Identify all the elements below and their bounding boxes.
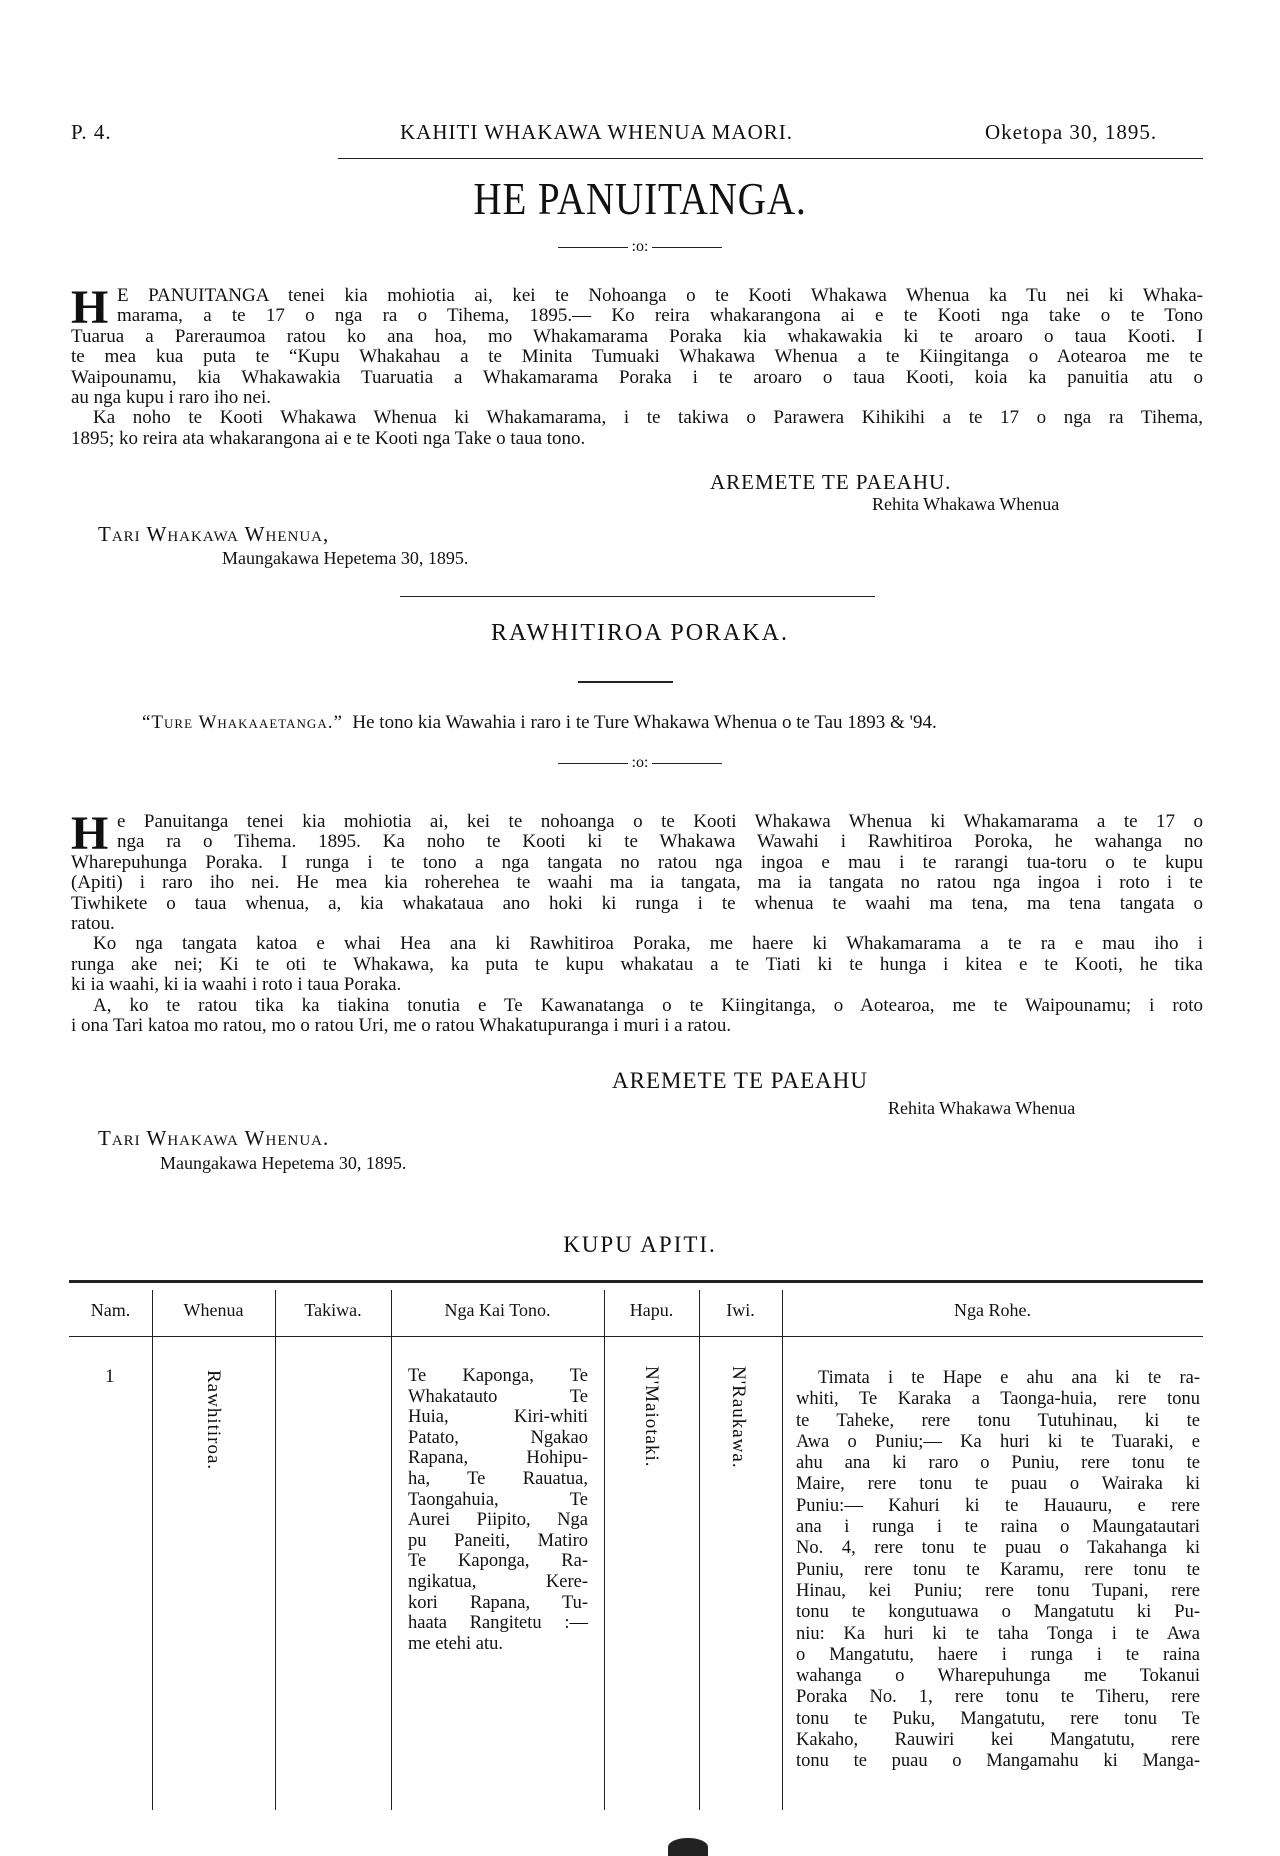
row-number: 1 xyxy=(105,1366,115,1387)
text-line: ana i runga i te raina o Maungatautari xyxy=(796,1517,1200,1538)
text-line: tonu te kongutuawa o Mangatutu ki Pu- xyxy=(796,1602,1200,1623)
text-line: Ko nga tangata katoa e whai Hea ana ki Rawhitiroa Poraka, me haere ki Whakamarama a te ra e mau iho i xyxy=(93,933,1203,955)
text-line: ratou. xyxy=(71,913,115,935)
land-name: Rawhitiroa. xyxy=(203,1370,224,1471)
text-line: runga ake nei; Ki te oti te Whakawa, ka puta te kupu whakatau a te Tiati ki te hunga i kitea e te Kooti, he tika xyxy=(71,953,1203,975)
text-line: Tuarua a Pareraumoa ratou ko ana hoa, mo Whakamarama Poraka kia whakawakia ki te aroaro o taua Kooti. I xyxy=(71,325,1203,347)
text-line: wahanga o Wharepuhunga me Tokanui xyxy=(796,1666,1200,1687)
text-line: Kakaho, Rauwiri kei Mangatutu, rere xyxy=(796,1730,1200,1751)
column-divider xyxy=(275,1290,276,1810)
newspaper-title: KAHITI WHAKAWA WHENUA MAORI. xyxy=(400,120,794,144)
hapu-name: N'Maiotaki. xyxy=(641,1366,662,1468)
column-header-iwi: Iwi. xyxy=(726,1300,755,1320)
drop-cap: H xyxy=(71,281,109,334)
column-header-hapu: Hapu. xyxy=(629,1300,674,1320)
text-line: te mea kua puta te “Kupu Whakahau a te Minita Tumuaki Whakawa Whenua a te Kiingitanga o Aotearoa me te xyxy=(71,346,1203,368)
text-line: o Mangatutu, haere i runga i te raina xyxy=(796,1644,1200,1665)
text-line: Puniu, rere tonu te Karamu, rere tonu te xyxy=(796,1559,1200,1580)
text-line: tonu te puau o Mangamahu ki Manga- xyxy=(796,1751,1200,1772)
text-line: Wharepuhunga Poraka. I runga i te tono a nga tangata no ratou nga ingoa e mau i te rarangi tua-toru o te kupu xyxy=(71,851,1203,873)
schedule-title: KUPU APITI. xyxy=(563,1232,717,1257)
text-line: Te Kaponga, Te xyxy=(408,1366,588,1386)
text-line: Ka noho te Kooti Whakawa Whenua ki Whakamarama, i te takiwa o Parawera Kihikihi a te 17 o nga ra Tihema, xyxy=(93,407,1203,429)
section-divider xyxy=(400,596,875,597)
text-line: i ona Tari katoa mo ratou, mo o ratou Uri, me o ratou Whakatupuranga i muri i a ratou. xyxy=(71,1015,732,1037)
column-header-kai-tono: Nga Kai Tono. xyxy=(444,1300,551,1320)
text-line: Poraka No. 1, rere tonu te Tiheru, rere xyxy=(796,1687,1200,1708)
text-line: au nga kupu i raro iho nei. xyxy=(71,387,271,409)
column-header-rohe: Nga Rohe. xyxy=(954,1300,1031,1320)
text-line: whiti, Te Karaka a Taonga-huia, rere tonu xyxy=(796,1389,1200,1410)
text-line: Taongahuia, Te xyxy=(408,1489,588,1510)
separator-mark: :o: xyxy=(631,238,649,255)
column-divider xyxy=(152,1290,153,1810)
text-line: Te Kaponga, Ra- xyxy=(408,1551,588,1572)
column-divider xyxy=(699,1290,700,1810)
text-line: Hinau, kei Puniu; rere tonu Tupani, rere xyxy=(796,1580,1200,1601)
header-rule xyxy=(338,158,1203,159)
text-line: Timata i te Hape e ahu ana ki te ra- xyxy=(818,1368,1200,1388)
text-line: niu: Ka huri ki te taha Tonga i te Awa xyxy=(796,1623,1200,1644)
signature-role: Rehita Whakawa Whenua xyxy=(872,494,1060,514)
notice-body xyxy=(71,281,1203,449)
text-line: haata Rangitetu :— xyxy=(408,1613,588,1634)
text-line: Rapana, Hohipu- xyxy=(408,1448,588,1469)
text-line: Patato, Ngakao xyxy=(408,1427,588,1448)
column-header-nam: Nam. xyxy=(90,1300,131,1320)
text-line: ha, Te Rauatua, xyxy=(408,1468,588,1489)
text-line: No. 4, rere tonu te puau o Takahanga ki xyxy=(796,1538,1200,1559)
text-line: ahu ana ki raro o Puniu, rere tonu te xyxy=(796,1453,1200,1474)
notice-body xyxy=(71,807,1203,1037)
separator xyxy=(0,238,1280,256)
text-line: Whakatauto Te xyxy=(408,1386,588,1407)
title-rule xyxy=(578,681,673,683)
text-line: nga ra o Tihema. 1895. Ka noho te Kooti ki te Whakawa Wawahi i Rawhitiroa Poroka, he wahanga no xyxy=(117,831,1203,853)
text-line: A, ko te ratou tika ka tiakina tonutia e Te Kawanatanga o te Kiingitanga, o Aotearoa, me te Waipounamu; i roto xyxy=(93,994,1203,1016)
separator-mark: :o: xyxy=(631,754,649,771)
text-line: Puniu:— Kahuri ki te Hauauru, e rere xyxy=(796,1495,1200,1516)
table-top-rule xyxy=(69,1280,1203,1283)
office-name: Tari Whakawa Whenua. xyxy=(98,1126,330,1150)
column-header-takiwa: Takiwa. xyxy=(304,1300,362,1320)
text-line: Awa o Puniu;— Ka huri ki te Tuaraki, e xyxy=(796,1431,1200,1452)
text-line: marama, a te 17 o nga ra o Tihema, 1895.— Ko reira whakarangona ai e te Kooti nga take o te Tono xyxy=(117,305,1203,327)
text-line: ngikatua, Kere- xyxy=(408,1571,588,1592)
text-line: e Panuitanga tenei kia mohiotia ai, kei te nohoanga o te Kooti Whakawa Whenua ki Whakamarama a te 17 o xyxy=(117,811,1203,832)
table-header-rule xyxy=(69,1336,1203,1337)
place-date: Maungakawa Hepetema 30, 1895. xyxy=(222,548,469,568)
column-divider xyxy=(604,1290,605,1810)
text-line: ki ia waahi, ki ia waahi i roto i taua Poraka. xyxy=(71,974,402,996)
column-divider xyxy=(782,1290,783,1810)
text-line: kori Rapana, Tu- xyxy=(408,1592,588,1613)
scan-smudge xyxy=(668,1838,708,1856)
text-line: Waipounamu, kia Whakawakia Tuaruatia a Whakamarama Poraka i te aroaro o taua Kooti, koia ka panuitia atu o xyxy=(71,366,1203,388)
text-line: pu Paneiti, Matiro xyxy=(408,1530,588,1551)
text-line: E PANUITANGA tenei kia mohiotia ai, kei te Nohoanga o te Kooti Whakawa Whenua ka Tu nei ki Whaka- xyxy=(117,285,1203,306)
text-line: (Apiti) i raro iho nei. He mea kia roherehea te waahi ma ia tangata, ma ia tangata no ratou nga ingoa i roto i te xyxy=(71,872,1203,894)
notice-title: RAWHITIROA PORAKA. xyxy=(490,620,790,646)
text-line: Aurei Piipito, Nga xyxy=(408,1510,588,1531)
signature: AREMETE TE PAEAHU. xyxy=(710,470,952,494)
notice-title: HE PANUITANGA. xyxy=(473,173,807,224)
boundaries-cell xyxy=(796,1368,1200,1773)
column-header-whenua: Whenua xyxy=(183,1300,244,1320)
drop-cap: H xyxy=(71,807,109,860)
act-name: “Ture Whakaaetanga.” xyxy=(142,712,343,733)
signature: AREMETE TE PAEAHU xyxy=(612,1068,868,1093)
iwi-name: N'Raukawa. xyxy=(728,1366,749,1469)
text-line: me etehi atu. xyxy=(408,1633,504,1654)
text-line: 1895; ko reira ata whakarangona ai e te Kooti nga Take o taua tono. xyxy=(71,427,586,449)
text-line: Maire, rere tonu te puau o Wairaka ki xyxy=(796,1474,1200,1495)
office-name: Tari Whakawa Whenua, xyxy=(98,522,330,546)
text-line: Huia, Kiri-whiti xyxy=(408,1407,588,1428)
place-date: Maungakawa Hepetema 30, 1895. xyxy=(160,1153,407,1173)
text-line: te Taheke, rere tonu Tutuhinau, ki te xyxy=(796,1410,1200,1431)
text-line: tonu te Puku, Mangatutu, rere tonu Te xyxy=(796,1708,1200,1729)
issue-date: Oketopa 30, 1895. xyxy=(985,120,1158,144)
act-reference xyxy=(142,712,937,734)
text-line: Tiwhikete o taua whenua, a, kia whakataua ano hoki ki runga i te whenua te waahi ma tena, ma tena tangata o xyxy=(71,892,1203,914)
separator xyxy=(0,754,1280,772)
claimants-cell xyxy=(408,1366,588,1654)
signature-role: Rehita Whakawa Whenua xyxy=(888,1098,1076,1118)
page-number: P. 4. xyxy=(71,120,112,144)
column-divider xyxy=(391,1290,392,1810)
act-text: He tono kia Wawahia i raro i te Ture Whakawa Whenua o te Tau 1893 & '94. xyxy=(352,712,937,733)
